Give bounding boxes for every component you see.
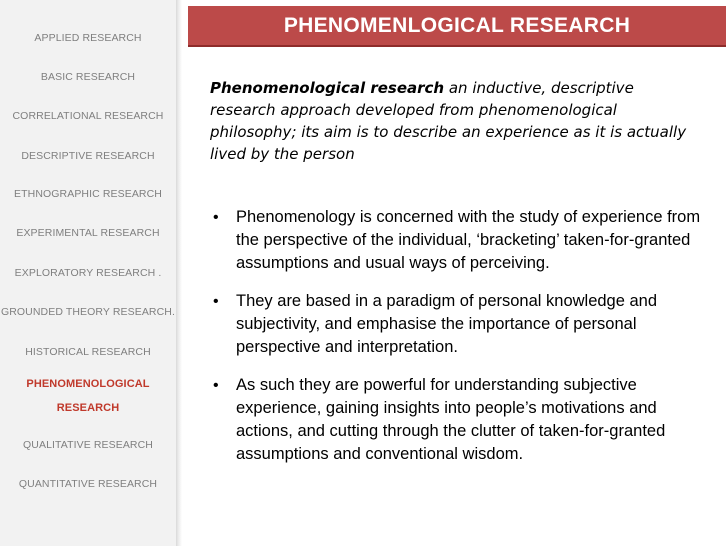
bullet-item [210, 374, 710, 466]
sidebar [0, 0, 176, 546]
bullet-text: As such they are powerful for understanding subjective experience, gaining insights into people’s motivations and actions, and cutting through the clutter of taken-for-granted assumptions and conventional wisdom. [236, 376, 666, 463]
sidebar-item-phenomenological-research[interactable] [0, 372, 176, 420]
definition-term: Phenomenological research [210, 79, 445, 97]
definition-text: an inductive, descriptive research approach developed from phenomenological philosophy; its aim is to describe an experience as it is actually lived by the person [210, 79, 687, 163]
definition-paragraph [210, 77, 690, 165]
sidebar-item-ethnographic-research[interactable]: ETHNOGRAPHIC RESEARCH [14, 188, 162, 200]
sidebar-item-historical-research[interactable]: HISTORICAL RESEARCH [25, 346, 151, 358]
title-bar [188, 6, 726, 47]
page-title: PHENOMENLOGICAL RESEARCH [283, 13, 631, 37]
sidebar-item-label-line2: RESEARCH [56, 402, 120, 414]
sidebar-item-label-line1: PHENOMENOLOGICAL [26, 378, 150, 390]
sidebar-item-exploratory-research[interactable]: EXPLORATORY RESEARCH . [14, 267, 162, 279]
sidebar-item-basic-research[interactable]: BASIC RESEARCH [40, 71, 136, 83]
sidebar-item-grounded-theory-research[interactable]: GROUNDED THEORY RESEARCH. [0, 306, 176, 318]
bullet-icon: • [213, 377, 219, 394]
bullet-icon: • [213, 209, 219, 226]
sidebar-divider [176, 0, 185, 546]
bullet-item [210, 206, 710, 275]
sidebar-item-experimental-research[interactable]: EXPERIMENTAL RESEARCH [16, 227, 160, 239]
sidebar-item-applied-research[interactable]: APPLIED RESEARCH [34, 32, 142, 44]
sidebar-item-descriptive-research[interactable]: DESCRIPTIVE RESEARCH [21, 150, 155, 162]
bullet-list [210, 206, 710, 466]
bullet-text: Phenomenology is concerned with the study of experience from the perspective of the individual, ‘bracketing’ taken-for-granted assumptions and usual ways of perceiving. [236, 208, 701, 272]
bullet-text: They are based in a paradigm of personal knowledge and subjectivity, and emphasise the importance of personal perspective and interpretation. [236, 292, 658, 356]
bullet-icon: • [213, 293, 219, 310]
bullet-item [210, 290, 710, 359]
sidebar-item-qualitative-research[interactable]: QUALITATIVE RESEARCH [23, 439, 153, 451]
sidebar-item-quantitative-research[interactable]: QUANTITATIVE RESEARCH [18, 478, 158, 490]
sidebar-item-correlational-research[interactable]: CORRELATIONAL RESEARCH [12, 110, 164, 122]
